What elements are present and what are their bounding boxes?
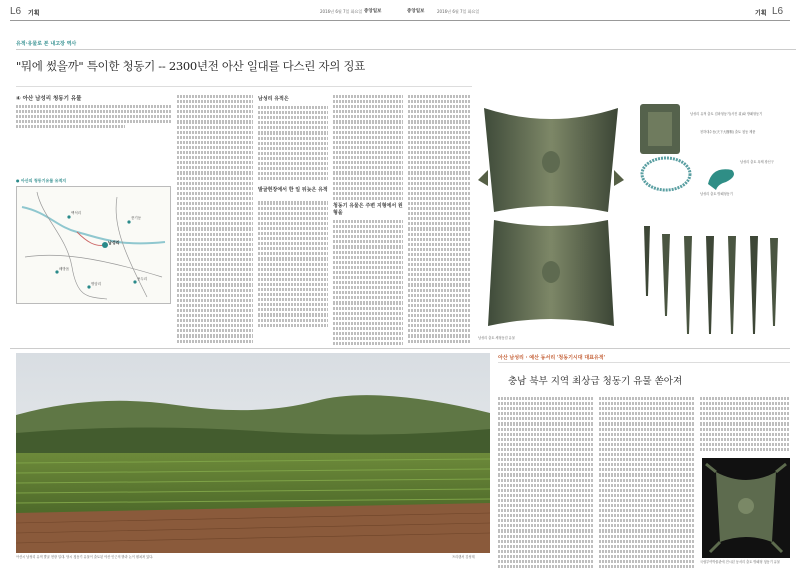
article2-column-2: [599, 396, 695, 574]
photo-credit: 프리랜서 김성태: [452, 555, 475, 559]
article2-kicker: 아산 남성리 · 예산 동서리 '청동기시대 대표유적': [498, 355, 606, 361]
daggers-graphic: [636, 216, 786, 344]
right-section-label: 기획: [755, 10, 767, 17]
map-label: 백석리: [71, 211, 82, 215]
landscape-photo: [16, 353, 490, 553]
article2-column-3: [700, 396, 790, 456]
article2-headline: 충남 북부 지역 최상급 청동기 유물 쏟아져: [508, 376, 683, 387]
caption-5: 남성리 출토 세형동검 유물: [478, 336, 515, 340]
right-date: 2016년 6월 7일 화요일: [437, 9, 480, 14]
article1-column-2: [258, 94, 328, 346]
excavation-site-photo: [16, 353, 490, 553]
article1-column-3: [333, 94, 403, 346]
left-paper-logo: 중앙일보: [364, 9, 382, 14]
shield-artifact-photo: [702, 458, 790, 558]
article1-kicker: 유적·유물로 본 내고장 역사: [16, 41, 77, 47]
headline-rule: [16, 86, 472, 87]
map-label-highlight: 남성리: [108, 240, 120, 245]
kicker-rule: [16, 49, 796, 50]
bead-necklace-image: [636, 150, 696, 202]
jade-graphic: [704, 164, 738, 194]
caption-1: 남성리 유적 출토 검파형동기(사진 위)와 방패형동기: [690, 112, 763, 116]
artifact-caption: 국립부여박물관에 전시된 동서리 출토 방패형 청동기 유물: [700, 560, 780, 564]
map-title: ● 아산의 청동기유물 유적지: [16, 178, 67, 183]
jade-ornament-image: [704, 164, 738, 194]
dagger-hilt-artifact-image: [476, 100, 626, 336]
subhead: 청동기 유물은 주변 지형에서 원형을: [333, 202, 403, 216]
bronze-artifact-illustration: [476, 100, 626, 336]
map-label: 명암리: [91, 282, 102, 286]
article2-column-1: [498, 396, 594, 574]
article1-section-title: ④ 아산 남성리 청동기 유물: [16, 96, 82, 102]
right-page-number: L6: [772, 6, 784, 17]
lead-paragraph: [16, 104, 171, 138]
bronze-daggers-image: [636, 216, 786, 344]
article1-column-1: [177, 94, 253, 346]
caption-2: 천하대수동(天下大樹桐) 출토 청동 제품: [700, 130, 756, 134]
site-map: [16, 186, 171, 304]
article-divider: [10, 348, 790, 349]
map-label: 용두리: [137, 277, 148, 281]
right-paper-logo: 중앙일보: [407, 9, 425, 14]
article1-column-4: [408, 94, 470, 346]
photo-caption: 아산시 남성리 유적 발굴 현장 일대. 당시 청동기 유물이 출토된 야산 인근의 밭과 논이 펼쳐져 있다.: [16, 555, 154, 559]
article2-kicker-rule: [498, 362, 790, 363]
header-rule: [10, 20, 790, 21]
left-date: 2016년 6월 7일 화요일: [320, 9, 363, 14]
caption-4: 남성리 출토 방패형동기: [700, 192, 733, 196]
map-label: 배방읍: [59, 267, 70, 271]
left-section-label: 기획: [28, 10, 40, 17]
left-page-number: L6: [10, 6, 22, 17]
necklace-graphic: [636, 150, 696, 202]
article1-headline: "뭐에 썼을까" 특이한 청동기 -- 2300년전 아산 일대를 다스린 자의 징표: [16, 59, 365, 73]
shield-artifact-graphic: [702, 458, 790, 558]
caption-3: 남성리 출토 옥제 장신구: [740, 160, 774, 164]
map-label: 풍기동: [131, 216, 142, 220]
column-box-heading: 발굴현장에서 한 일 뒤늦은 유적: [258, 187, 328, 194]
subhead: 남성리 유적은: [258, 96, 289, 102]
